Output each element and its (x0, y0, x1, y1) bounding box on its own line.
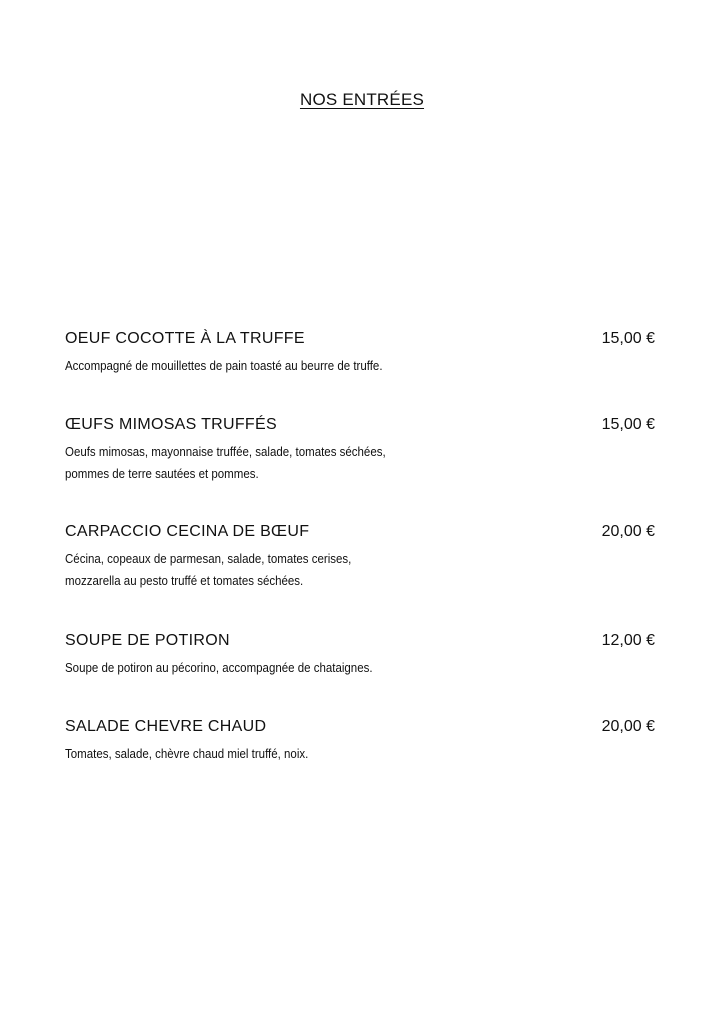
item-price: 20,00 € (601, 523, 655, 540)
menu-item-oeufs-mimosas (65, 416, 657, 485)
item-description (65, 743, 451, 765)
item-price: 15,00 € (601, 416, 655, 433)
item-description (65, 548, 451, 592)
menu-item-salade-chevre (65, 718, 657, 765)
item-price: 15,00 € (601, 330, 655, 347)
item-name: CARPACCIO CECINA DE BŒUF (65, 523, 310, 540)
item-price: 12,00 € (601, 632, 655, 649)
item-price: 20,00 € (601, 718, 655, 735)
item-name: ŒUFS MIMOSAS TRUFFÉS (65, 416, 277, 433)
menu-item-carpaccio (65, 523, 657, 592)
item-description-line: mozzarella au pesto truffé et tomates séchées. (65, 574, 304, 588)
page-title: NOS ENTRÉES (299, 90, 425, 109)
item-description-line: Cécina, copeaux de parmesan, salade, tomates cerises, (65, 552, 352, 566)
item-description-line: pommes de terre sautées et pommes. (65, 467, 259, 481)
item-description (65, 355, 451, 377)
item-name: SOUPE DE POTIRON (65, 632, 230, 649)
item-description-line: Oeufs mimosas, mayonnaise truffée, salade, tomates séchées, (65, 445, 386, 459)
menu-item-soupe-potiron (65, 632, 657, 679)
item-description-line: Tomates, salade, chèvre chaud miel truffé, noix. (65, 747, 309, 761)
item-name: OEUF COCOTTE À LA TRUFFE (65, 330, 305, 347)
item-description (65, 441, 451, 485)
item-description-line: Soupe de potiron au pécorino, accompagnée de chataignes. (65, 661, 373, 675)
item-name: SALADE CHEVRE CHAUD (65, 718, 267, 735)
menu-item-oeuf-cocotte (65, 330, 657, 377)
item-description-line: Accompagné de mouillettes de pain toasté au beurre de truffe. (65, 359, 383, 373)
item-description (65, 657, 451, 679)
